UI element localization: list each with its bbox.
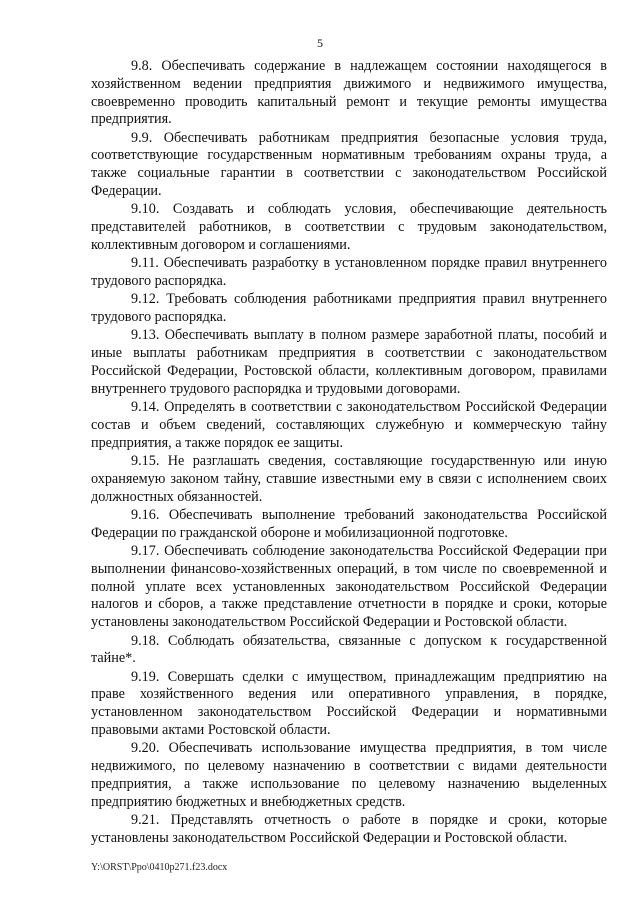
clause-9-17: 9.17. Обеспечивать соблюдение законодательства Российской Федерации при выполнении финансово-хозяйственных операций, в том числе по своевременной и полной уплате всех установленных законодательством Российской Федерации налогов и сборов, а также представление отчетности в порядке и сроки, которые установлены законодательством Российской Федерации и Ростовской области. — [91, 543, 607, 631]
clause-9-16: 9.16. Обеспечивать выполнение требований законодательства Российской Федерации по гражданской обороне и мобилизационной подготовке. — [91, 506, 607, 541]
clause-9-10: 9.10. Создавать и соблюдать условия, обеспечивающие деятельность представителей работников, в соответствии с трудовым законодательством, коллективным договором и соглашениями. — [91, 201, 607, 253]
clause-9-11: 9.11. Обеспечивать разработку в установленном порядке правил внутреннего трудового распорядка. — [91, 255, 607, 290]
footer-file-path: Y:\ORST\Ppo\0410p271.f23.docx — [91, 862, 228, 873]
clause-9-13: 9.13. Обеспечивать выплату в полном размере заработной платы, пособий и иные выплаты работникам предприятия в соответствии с законодательством Российской Федерации, Ростовской области, коллективным договором, правилами внутреннего трудового распорядка и трудовыми договорами. — [91, 327, 607, 397]
clause-9-14: 9.14. Определять в соответствии с законодательством Российской Федерации состав и объем сведений, составляющих служебную и коммерческую тайну предприятия, а также порядок ее защиты. — [91, 399, 607, 451]
clause-9-12: 9.12. Требовать соблюдения работниками предприятия правил внутреннего трудового распорядка. — [91, 291, 607, 326]
clause-9-18: 9.18. Соблюдать обязательства, связанные с допуском к государственной тайне*. — [91, 632, 607, 667]
clause-9-15: 9.15. Не разглашать сведения, составляющие государственную или иную охраняемую законом тайну, ставшие известными ему в связи с исполнением своих должностных обязанностей. — [91, 453, 607, 505]
document-body — [91, 58, 607, 848]
clause-9-9: 9.9. Обеспечивать работникам предприятия безопасные условия труда, соответствующие государственным нормативным требованиям охраны труда, а также социальные гарантии в соответствии с законодательством Российской Федерации. — [91, 129, 607, 200]
page-number: 5 — [317, 36, 323, 50]
clause-9-20: 9.20. Обеспечивать использование имущества предприятия, в том числе недвижимого, по целевому назначению в соответствии с видами деятельности предприятия, а также использование по целевому назначению выделенных предприятию бюджетных и внебюджетных средств. — [91, 740, 607, 810]
clause-9-8: 9.8. Обеспечивать содержание в надлежащем состоянии находящегося в хозяйственном ведении предприятия движимого и недвижимого имущества, своевременно проводить капитальный ремонт и текущие ремонты имущества предприятия. — [91, 58, 607, 128]
clause-9-19: 9.19. Совершать сделки с имуществом, принадлежащим предприятию на праве хозяйственного ведения или оперативного управления, в порядке, установленном законодательством Российской Федерации и нормативными правовыми актами Ростовской области. — [91, 668, 607, 738]
clause-9-21: 9.21. Представлять отчетность о работе в порядке и сроки, которые установлены законодательством Российской Федерации и Ростовской области. — [91, 811, 607, 846]
